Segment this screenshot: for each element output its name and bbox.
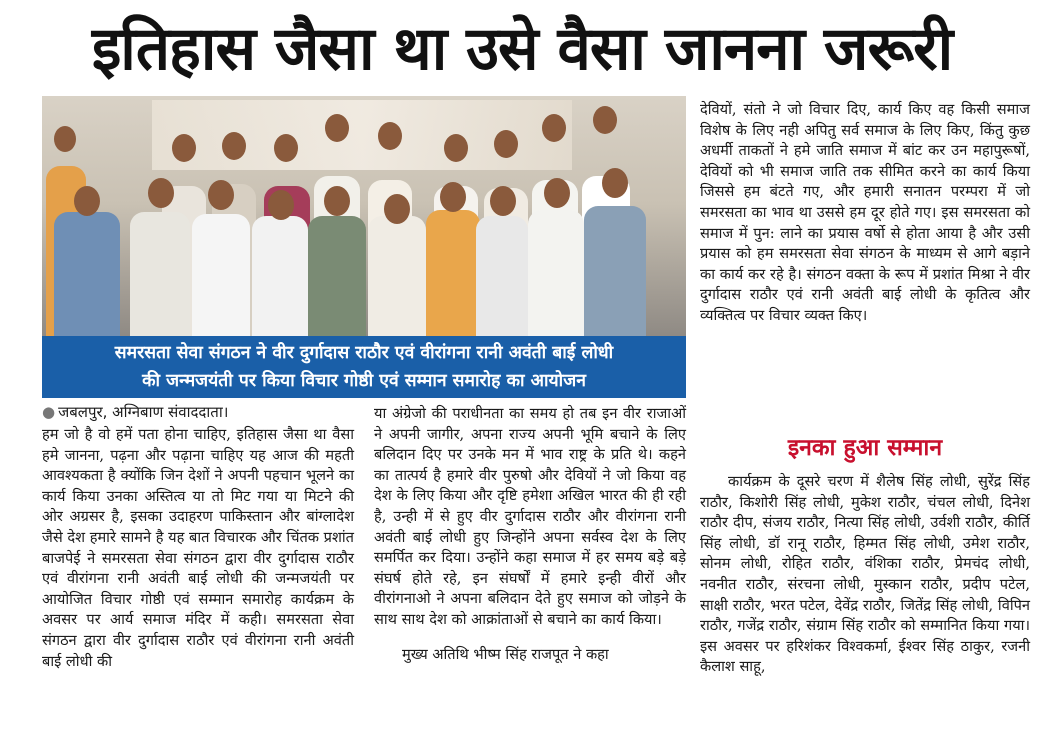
article-column-1 bbox=[42, 425, 354, 672]
byline bbox=[42, 402, 362, 422]
article-column-2-last: मुख्य अतिथि भीष्म सिंह राजपूत ने कहा bbox=[402, 645, 609, 663]
byline-text: जबलपुर, अग्निबाण संवाददाता। bbox=[58, 403, 229, 421]
article-column-3-bottom-text: कार्यक्रम के दूसरे चरण में शैलेष सिंह लोधी, सुरेंद्र सिंह राठौर, किशोरी सिंह लोधी, मुकेश राठौर, चंचल लोधी, दिनेश राठौर दीप, संजय राठौर, नित्या सिंह लोधी, उर्वशी राठौर, कीर्ति सिंह लोधी, डॉ रानू राठौर, हिम्मत सिंह लोधी, उमेश राठौर, सोनम लोधी, रोहित राठौर, वंशिका राठौर, प्रेमचंद लोधी, नवनीत राठौर, संरचना लोधी, मुस्कान राठौर, प्रदीप पटेल, साक्षी राठौर, भरत पटेल, देवेंद्र राठौर, जितेंद्र सिंह लोधी, विपिन राठौर, गजेंद्र राठौर, संग्राम सिंह राठौर को सम्मानित किया गया। इस अवसर पर हरिशंकर विश्वकर्मा, ईश्वर सिंह ठाकुर, रजनी कैलाश साहू, bbox=[700, 473, 1030, 676]
article-column-2-text: या अंग्रेजो की पराधीनता का समय हो तब इन वीर राजाओं ने अपनी जागीर, अपना राज्य अपनी भूमि बचाने के लिए बलिदान दिए पर उनके मन में भाव राष्ट्र के प्रति थे। कहने का तात्पर्य है हमारे वीर पुरुषो और देवियों ने जो किया वह देश के लिए किया और दृष्टि हमेशा अखिल भारत की ही रही है, उन्ही में से हुए वीर दुर्गादास राठौर और वीरांगना रानी अवंती बाई लोधी हुए जिन्होंने अपना सर्वस्व देश के लिए समर्पित कर दिया। उन्होंने कहा समाज में हर समय बड़े बड़े संघर्ष होते रहे, इन संघर्षों में हमारे इन्ही वीरों और वीरांगनाओ ने अपना बलिदान देते हुए समाज को जोड़ने के साथ साथ देश को आक्रांताओं से बचाने का कार्य किया। bbox=[374, 405, 686, 628]
photo-caption bbox=[42, 336, 686, 398]
photo-caption-line1: समरसता सेवा संगठन ने वीर दुर्गादास राठौर एवं वीरांगना रानी अवंती बाई लोधी bbox=[114, 343, 614, 363]
section-subhead: इनका हुआ सम्मान bbox=[787, 435, 943, 461]
headline: इतिहास जैसा था उसे वैसा जानना जरूरी bbox=[91, 14, 953, 84]
article-column-3-top-text: देवियों, संतो ने जो विचार दिए, कार्य किए वह किसी समाज विशेष के लिए नही अपितु सर्व समाज के लिए किए, किंतु कुछ अधर्मी ताकतों ने हमे जाति समाज में बांट कर उन महापुरूषों, देवियों को भी समाज जाति तक सीमित करने का कार्य किया जिससे हम बंटते गए, और हमारी सनातन परम्परा में जो समरसता का भाव था उससे हम दूर होते गए। इस समरसता को समाज में पुन: लाने का प्रयास वर्षो से होता आया है और उसी प्रयास को हम समरसता सेवा संगठन के माध्यम से आगे बड़ाने का कार्य कर रहे है। संगठन वक्ता के रूप में प्रशांत मिश्रा ने वीर दुर्गादास राठौर एवं रानी अवंती बाई लोधी के कृतित्व और व्यक्तित्व पर विचार व्यक्त किए। bbox=[700, 101, 1030, 324]
bullet-icon: ● bbox=[42, 403, 56, 421]
photo-caption-line2: की जन्मजयंती पर किया विचार गोष्ठी एवं सम्मान समारोह का आयोजन bbox=[142, 371, 586, 391]
article-column-3-top bbox=[700, 100, 1030, 327]
article-column-1-text: हम जो है वो हमें पता होना चाहिए, इतिहास जैसा था वैसा हमे जानना, पढ़ना और पढ़ाना चाहिए यह आज की महती आवश्यकता है क्योंकि जिन देशों ने अपनी पहचान भूलने का कार्य किया उनका अस्तित्व या तो मिट गया या मिटने की ओर अग्रसर है, इसका उदाहरण पाकिस्तान और बांग्लादेश जैसे देश हमारे सामने है यह बात विचारक और चिंतक प्रशांत बाजपेई ने समरसता सेवा संगठन द्वारा वीर दुर्गादास राठौर एवं वीरांगना रानी अवंती बाई लोधी की जन्मजयंती पर आयोजित विचार गोष्ठी एवं सम्मान समारोह कार्यक्रम के अवसर पर आर्य समाज मंदिर में कही। समरसता सेवा संगठन द्वारा वीर दुर्गादास राठौर एवं वीरांगना रानी अवंती बाई लोधी की bbox=[42, 426, 354, 670]
event-photo bbox=[42, 96, 686, 336]
article-column-3-bottom bbox=[700, 472, 1030, 678]
article-column-2 bbox=[374, 404, 686, 665]
